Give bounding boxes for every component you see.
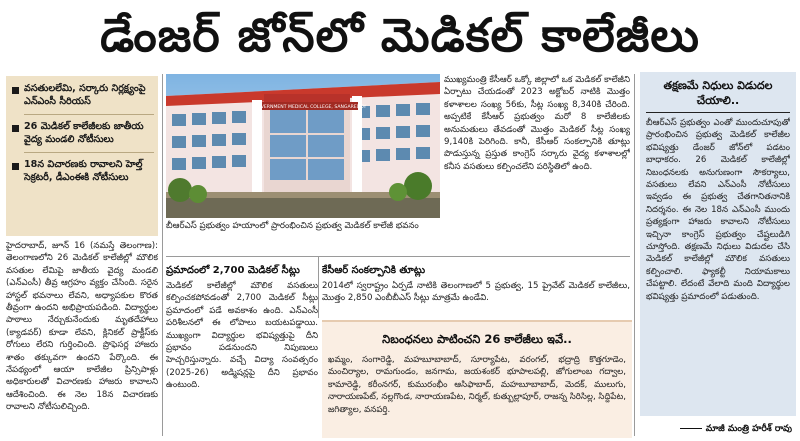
mid-subhead: ప్రమాదంలో 2,700 మెడికల్ సీట్లు (166, 265, 300, 276)
mid-column (166, 262, 318, 436)
mid-body: మెడికల్ కాలేజీల్లో మౌలిక వసతులు కల్పించకపోవడంతో 2,700 మెడికల్ సీట్లు ప్రమాదంలో పడే అవకాశం ఉంది. ఎన్ఎంసీ పరిశీలనలో ఈ లోపాలు బయటపడ్డాయి. ముఖ్యంగా విద్యార్థుల భవిష్యత్తుపై దీని ప్రభావం పడనుందని నిపుణులు హెచ్చరిస్తున్నారు. వచ్చే విద్యా సంవత్సరం (2025-26) అడ్మిషన్లపై దీని ప్రభావం ఉంటుంది. (166, 281, 318, 391)
section-divider (166, 256, 630, 257)
highlight-item (12, 120, 154, 146)
left-column-body: హైదరాబాద్, జూన్ 16 (నమస్తే తెలంగాణ): తెలంగాణలోని 26 మెడికల్ కాలేజీల్లో మౌలిక వసతుల లేమిపై జాతీయ వైద్య మండలి (ఎన్ఎంసీ) తీవ్ర ఆగ్రహం వ్యక్తం చేసింది. సరైన హాస్టల్ భవనాలు లేవని, అధ్యాపకుల కొరత తీవ్రంగా ఉందని అభిప్రాయపడింది. విద్యార్థుల పాఠాలు నేర్చుకునేందుకు మృతదేహాలు (క్యాడవర్) కూడా లేవని, క్లినికల్ ప్రాక్టీస్‌కు రోగులు లేరని గుర్తించింది. ప్రొఫెసర్ల హాజరు శాతం తక్కువగా ఉందని పేర్కొంది. ఈ నేపథ్యంలో ఆయా కాలేజీల ప్రిన్సిపాళ్లు అధికారులతో విచారణకు హాజరు కావాలని ఆదేశించింది. ఈ నెల 18న విచారణకు రావాలని నోటీసులిచ్చింది. (6, 241, 158, 413)
college-list-body: ఖమ్మం, సంగారెడ్డి, మహబూబాబాద్, సూర్యాపేట, వరంగల్, భద్రాద్రి కొత్తగూడెం, మంచిర్యాల, రామగుండం, జనగామ, జయశంకర్ భూపాలపల్లి, జోగులాంబ గద్వాల, కామారెడ్డి, కరీంనగర్, కుమురంభీం ఆసిఫాబాద్, మహబూబాబాద్, మెదక్, ములుగు, నారాయణపేట్, నల్లగొండ, నారాయణపేట, నిర్మల్, కుత్బుల్లాపూర్, రాజన్న సిరిసిల్ల, సిద్దిపేట, జగిత్యాల, వనపర్తి. (328, 355, 626, 415)
headline: డేంజర్ జోన్‌లో మెడికల్ కాలేజీలు (100, 8, 700, 62)
highlight-divider (24, 114, 154, 115)
column-divider (162, 74, 163, 436)
opinion-title: తక్షణమే నిధులు విడుదల చేయాలి.. (663, 79, 773, 107)
highlight-text: 26 మెడికల్ కాలేజీలకు జాతీయ వైద్య మండలి నోటీసులు (24, 121, 144, 145)
college-list-box (322, 320, 632, 438)
college-building-photo (166, 74, 440, 218)
center-subhead: కేసీఆర్ సంకల్పానికి తూట్లు (322, 265, 426, 276)
opinion-box (640, 72, 796, 416)
bullet-square-icon (12, 163, 19, 170)
opinion-body: బీఆర్ఎస్ ప్రభుత్వం ఎంతో ముందుచూపుతో ప్రారంభించిన ప్రభుత్వ మెడికల్ కాలేజీల భవిష్యత్తు డేంజర్ జోన్‌లో పడటం బాధాకరం. 26 మెడికల్ కాలేజీల్లో నిబంధనలకు అనుగుణంగా సౌకర్యాలు, వసతులు లేవని ఎన్ఎంసీ నోటీసులు ఇవ్వడం ఈ ప్రభుత్వ చేతగానితనానికి నిదర్శనం. ఈ నెల 18న ఎన్ఎంసీ ముందు ప్రత్యక్షంగా హాజరు కావాలని నోటీసులు ఇచ్చినా కాంగ్రెస్ ప్రభుత్వం చేష్టలుడిగి చూస్తోంది. తక్షణమే నిధులు విడుదల చేసి మెడికల్ కాలేజీల్లో మౌలిక వసతులు కల్పించాలి. ఫ్యాకల్టీ నియామకాలు చేపట్టాలి. లేదంటే వేలాది మంది విద్యార్థుల భవిష్యత్తు ప్రమాదంలో పడుతుంది. (646, 118, 790, 302)
college-list-title: నిబంధనలు పాటించని 26 కాలేజీలు ఇవే.. (382, 332, 572, 346)
highlight-text: 18న విచారణకు రావాలని హెల్త్ సెక్రటరీ, డీఎంఈకి నోటీసులు (24, 159, 143, 183)
building-illustration (166, 74, 440, 218)
center-column-body: ముఖ్యమంత్రి కేసీఆర్ ఒక్కో జిల్లాలో ఒక మెడికల్ కాలేజీని ఏర్పాటు చేయడంతో 2023 అక్టోబర్ నాటికి మొత్తం కళాశాలల సంఖ్య 56కు, సీట్ల సంఖ్య 8,340కి చేరింది. అప్పటికే కేసీఆర్ ప్రభుత్వం మరో 8 కాలేజీలకు అనుమతులు తేవడంతో మొత్తం మెడికల్ సీట్ల సంఖ్య 9,140కి పెరిగింది. కానీ, కేసీఆర్ సంకల్పానికి తూట్లు పొడుస్తున్న ప్రస్తుత కాంగ్రెస్ సర్కారు వైద్య కళాశాలల్లో కనీస వసతులు కల్పించలేని పరిస్థితిలో ఉంది. (444, 75, 630, 172)
bullet-square-icon (12, 125, 19, 132)
highlight-text: వసతులలేమి, సర్కారు నిర్లక్ష్యంపై ఎన్ఎంసీ సీరియస్ (24, 83, 146, 107)
column-divider (318, 256, 319, 318)
center-lower-body: 2014లో స్వరాష్ట్రం ఏర్పడే నాటికి తెలంగాణలో 5 ప్రభుత్వ, 15 ప్రైవేట్ మెడికల్ కాలేజీలు, మొత్తం 2,850 ఎంబీబీఎస్ సీట్లు మాత్రమే ఉండేవి. (322, 281, 630, 304)
photo-caption: బీఆర్ఎస్ ప్రభుత్వం హయాంలో ప్రారంభించిన ప్రభుత్వ మెడికల్ కాలేజీ భవనం (166, 221, 419, 231)
bullet-square-icon (12, 87, 19, 94)
byline-text: మాజీ మంత్రి హరీశ్ రావు (705, 424, 792, 434)
highlight-divider (24, 152, 154, 153)
column-divider (634, 74, 635, 436)
college-sign-text: GOVERNMENT MEDICAL COLLEGE, SANGAREDDY (253, 105, 367, 110)
opinion-byline (640, 420, 796, 438)
center-lower (322, 262, 630, 322)
highlight-item (12, 82, 154, 108)
highlight-item (12, 158, 154, 184)
opinion-divider (646, 112, 790, 113)
byline-dash (680, 428, 702, 429)
highlights-box (6, 76, 158, 236)
